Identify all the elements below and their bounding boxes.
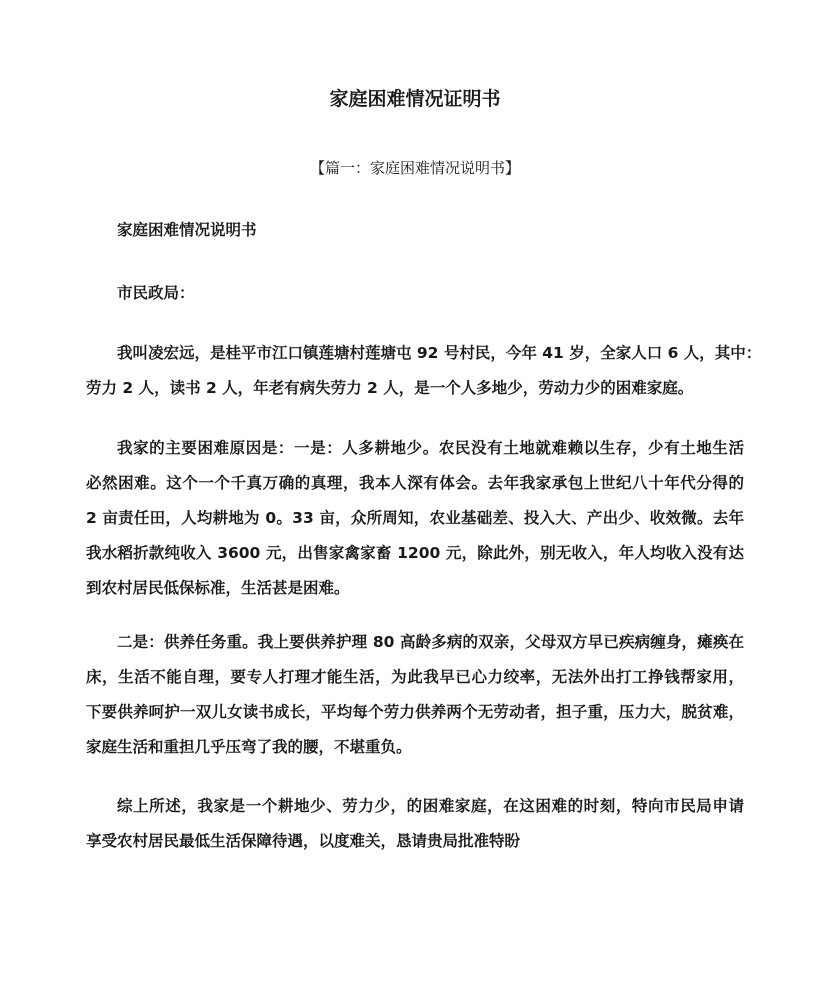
paragraph-line: 2 亩责任田，人均耕地为 0。33 亩，众所周知，农业基础差、投入大、产出少、收效微。去年: [86, 509, 744, 527]
paragraph-line: 下要供养呵护一双儿女读书成长，平均每个劳力供养两个无劳动者，担子重，压力大，脱贫难，: [86, 703, 744, 721]
paragraph-line: 享受农村居民最低生活保障待遇，以度难关，恳请贵局批准特盼: [86, 832, 521, 850]
paragraph-line: 到农村居民低保标准，生活甚是困难。: [86, 579, 350, 597]
paragraph-line: 床，生活不能自理，要专人打理才能生活，为此我早已心力绞率，无法外出打工挣钱帮家用，: [86, 668, 744, 686]
paragraph-line: 我叫凌宏远，是桂平市江口镇莲塘村莲塘屯 92 号村民，今年 41 岁，全家人口 6 人，其中：: [117, 344, 762, 362]
section-heading: 家庭困难情况说明书: [117, 221, 257, 239]
paragraph-line: 劳力 2 人，读书 2 人，年老有病失劳力 2 人，是一个人多地少，劳动力少的困难家庭。: [86, 379, 694, 397]
paragraph-line: 家庭生活和重担几乎压弯了我的腰，不堪重负。: [86, 738, 412, 756]
paragraph-line: 我水稻折款纯收入 3600 元，出售家禽家畜 1200 元，除此外，别无收入，年人均收入没有达: [86, 544, 744, 562]
document-subtitle: 【篇一：家庭困难情况说明书】: [309, 159, 520, 177]
paragraph-line: 二是：供养任务重。我上要供养护理 80 高龄多病的双亲，父母双方早已疾病缠身，瘫痪在: [117, 633, 744, 651]
paragraph-line: 我家的主要困难原因是：一是：人多耕地少。农民没有土地就难赖以生存，少有土地生活: [117, 439, 744, 457]
addressee: 市民政局：: [117, 284, 195, 302]
paragraph-line: 必然困难。这个一个千真万确的真理，我本人深有体会。去年我家承包上世纪八十年代分得的: [86, 474, 744, 492]
document-title: 家庭困难情况证明书: [329, 88, 501, 110]
paragraph-line: 综上所述，我家是一个耕地少、劳力少，的困难家庭，在这困难的时刻，特向市民局申请: [117, 797, 744, 815]
